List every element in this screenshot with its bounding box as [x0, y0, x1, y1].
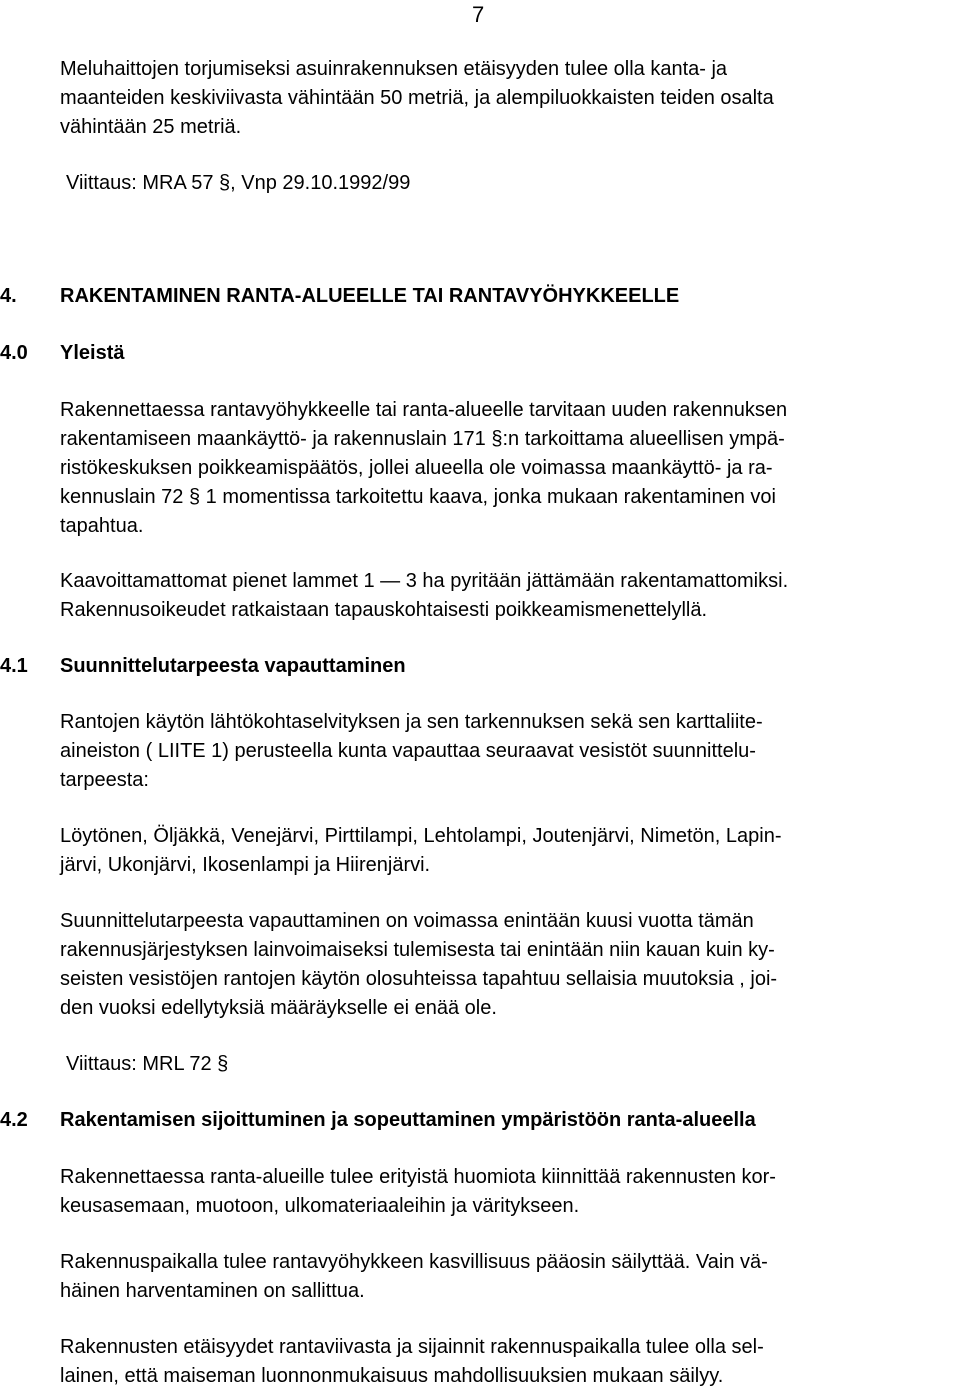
section-4-2-paragraph-1	[60, 1163, 950, 1221]
section-4-2-paragraph-3	[60, 1333, 950, 1391]
text-line: rakentamiseen maankäyttö- ja rakennuslain 171 §:n tarkoittama alueellisen ympä-	[60, 428, 785, 450]
text-line: Rakennuspaikalla tulee rantavyöhykkeen kasvillisuus pääosin säilyttää. Vain vä-	[60, 1251, 768, 1273]
text-line: maanteiden keskiviivasta vähintään 50 metriä, ja alempiluokkaisten teiden osalta	[60, 87, 774, 109]
text-line: Rantojen käytön lähtökohtaselvityksen ja sen tarkennuksen sekä sen karttaliite-	[60, 711, 763, 733]
text-line: aineiston ( LIITE 1) perusteella kunta vapauttaa seuraavat vesistöt suunnittelu-	[60, 740, 756, 762]
text-line: Rakennusoikeudet ratkaistaan tapauskohtaisesti poikkeamismenettelyllä.	[60, 599, 708, 621]
section-4-1-reference: Viittaus: MRL 72 §	[66, 1053, 229, 1075]
section-4-1-paragraph-1	[60, 708, 950, 795]
section-4-0-paragraph-1	[60, 396, 950, 541]
text-line: tarpeesta:	[60, 769, 149, 791]
section-title: Yleistä	[60, 342, 125, 364]
text-line: ristökeskuksen poikkeamispäätös, jollei alueella ole voimassa maankäyttö- ja ra-	[60, 457, 773, 479]
text-line: Suunnittelutarpeesta vapauttaminen on voimassa enintään kuusi vuotta tämän	[60, 910, 754, 932]
text-line: Löytönen, Öljäkkä, Venejärvi, Pirttilampi, Lehtolampi, Joutenjärvi, Nimetön, Lapin-	[60, 825, 782, 847]
text-line: Kaavoittamattomat pienet lammet 1 — 3 ha pyritään jättämään rakentamattomiksi.	[60, 570, 789, 592]
section-4-1-paragraph-3	[60, 907, 950, 1023]
page-number: 7	[472, 2, 485, 27]
section-title: Rakentamisen sijoittuminen ja sopeuttaminen ympäristöön ranta-alueella	[60, 1109, 756, 1131]
text-line: Rakennettaessa rantavyöhykkeelle tai ranta-alueelle tarvitaan uuden rakennuksen	[60, 399, 788, 421]
section-number: 4.2	[0, 1109, 28, 1131]
section-number: 4.1	[0, 655, 28, 677]
chapter-number: 4.	[0, 285, 17, 307]
text-line: häinen harventaminen on sallittua.	[60, 1280, 365, 1302]
section-title: Suunnittelutarpeesta vapauttaminen	[60, 655, 406, 677]
section-4-2-paragraph-2	[60, 1248, 950, 1306]
text-line: tapahtua.	[60, 515, 144, 537]
text-line: järvi, Ukonjärvi, Ikosenlampi ja Hiirenjärvi.	[60, 854, 431, 876]
text-line: kennuslain 72 § 1 momentissa tarkoitettu kaava, jonka mukaan rakentaminen voi	[60, 486, 776, 508]
text-line: vähintään 25 metriä.	[60, 116, 242, 138]
section-number: 4.0	[0, 342, 28, 364]
section-4-0-paragraph-2	[60, 567, 950, 625]
intro-paragraph	[60, 55, 950, 142]
text-line: den vuoksi edellytyksiä määräykselle ei enää ole.	[60, 997, 497, 1019]
text-line: seisten vesistöjen rantojen käytön olosuhteissa tapahtuu sellaisia muutoksia , joi-	[60, 968, 778, 990]
text-line: Rakennusten etäisyydet rantaviivasta ja sijainnit rakennuspaikalla tulee olla sel-	[60, 1336, 764, 1358]
text-line: Meluhaittojen torjumiseksi asuinrakennuksen etäisyyden tulee olla kanta- ja	[60, 58, 728, 80]
text-line: keusasemaan, muotoon, ulkomateriaaleihin ja väritykseen.	[60, 1195, 580, 1217]
text-line: Rakennettaessa ranta-alueille tulee erityistä huomiota kiinnittää rakennusten kor-	[60, 1166, 776, 1188]
text-line: lainen, että maiseman luonnonmukaisuus mahdollisuuksien mukaan säilyy.	[60, 1365, 724, 1387]
section-4-1-paragraph-2	[60, 822, 950, 880]
intro-reference: Viittaus: MRA 57 §, Vnp 29.10.1992/99	[66, 172, 411, 194]
chapter-title: RAKENTAMINEN RANTA-ALUEELLE TAI RANTAVYÖHYKKEELLE	[60, 285, 680, 307]
text-line: rakennusjärjestyksen lainvoimaiseksi tulemisesta tai enintään niin kauan kuin ky-	[60, 939, 775, 961]
